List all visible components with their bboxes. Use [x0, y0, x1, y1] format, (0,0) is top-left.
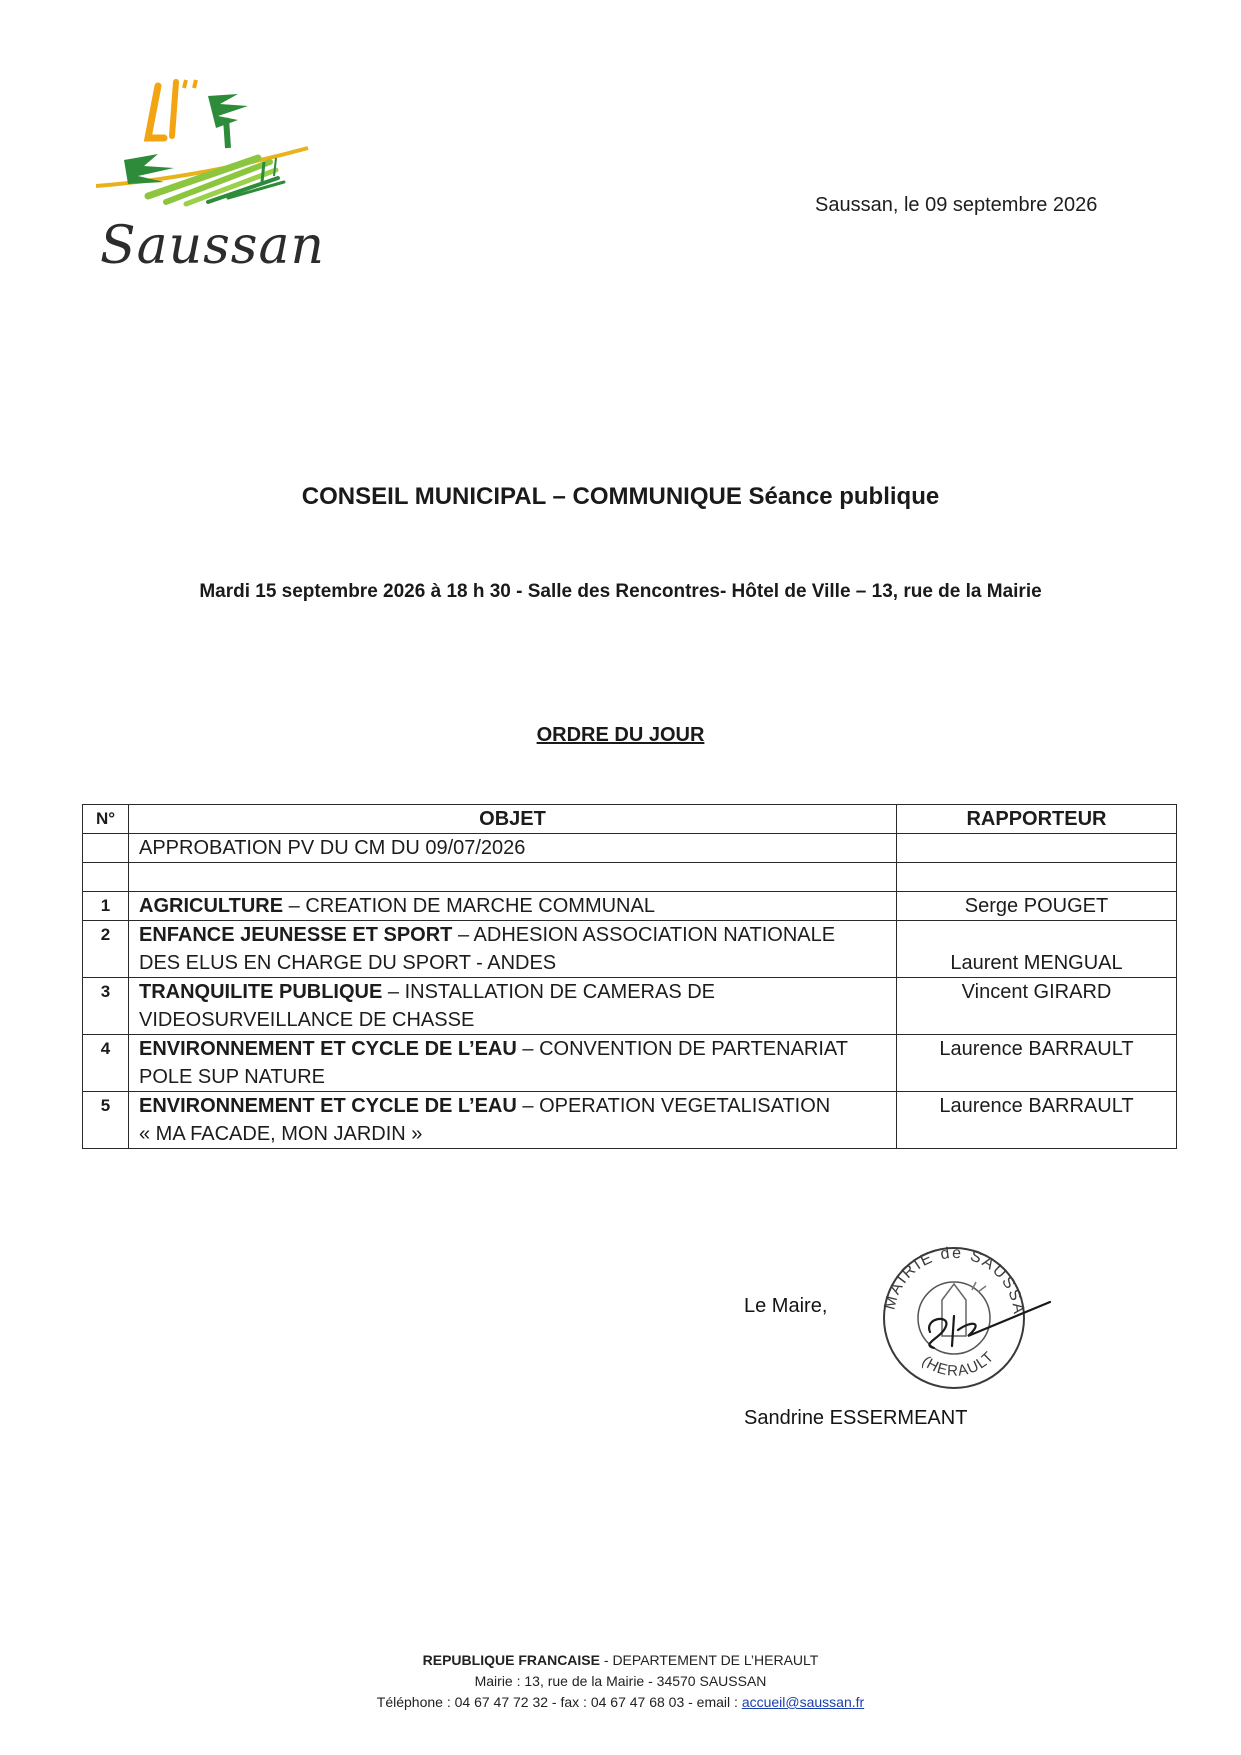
- logo-graphic: [88, 78, 348, 228]
- table-header-row: [83, 805, 1177, 834]
- cell-num: 4: [83, 1035, 129, 1092]
- cell-rapporteur: Vincent GIRARD: [897, 978, 1177, 1035]
- footer-line-1: [0, 1650, 1241, 1671]
- seal-bottom-text: (HERAULT: [918, 1348, 998, 1380]
- logo-wordmark: Saussan: [100, 216, 325, 276]
- cell-objet: [129, 1035, 897, 1092]
- table-row-approval: [83, 834, 1177, 863]
- table-row: [83, 978, 1177, 1035]
- cell-num: 2: [83, 921, 129, 978]
- item-text-continued: DES ELUS EN CHARGE DU SPORT - ANDES: [139, 952, 557, 974]
- header-objet: OBJET: [129, 805, 897, 834]
- item-separator: –: [452, 924, 474, 946]
- saussan-logo: [88, 78, 348, 288]
- agenda-heading: ORDRE DU JOUR: [536, 724, 705, 746]
- item-text-continued: VIDEOSURVEILLANCE DE CHASSE: [139, 1009, 475, 1031]
- signature-label: Le Maire,: [744, 1295, 828, 1317]
- item-separator: –: [516, 1038, 540, 1060]
- header-num: N°: [83, 805, 129, 834]
- table-row: [83, 1035, 1177, 1092]
- seal-stamp-graphic: [854, 1240, 1074, 1390]
- date-line: Saussan, le 09 septembre 2026: [815, 194, 1098, 216]
- cell-num: 5: [83, 1092, 129, 1149]
- footer-republic: REPUBLIQUE FRANCAISE: [422, 1652, 600, 1668]
- item-text: ADHESION ASSOCIATION NATIONALE: [473, 924, 836, 946]
- cell-rapporteur: Laurent MENGUAL: [897, 921, 1177, 978]
- item-separator: –: [516, 1095, 540, 1117]
- cell-num: [83, 834, 129, 863]
- cell-num: 3: [83, 978, 129, 1035]
- table-row: [83, 921, 1177, 978]
- footer-phone-fax: Téléphone : 04 67 47 72 32 - fax : 04 67 47 68 03 - email :: [376, 1694, 742, 1710]
- item-text: CREATION DE MARCHE COMMUNAL: [305, 895, 655, 917]
- footer-address: Mairie : 13, rue de la Mairie - 34570 SAUSSAN: [474, 1673, 767, 1689]
- item-theme: ENVIRONNEMENT ET CYCLE DE L’EAU: [139, 1095, 517, 1117]
- header-rapporteur: RAPPORTEUR: [897, 805, 1177, 834]
- item-theme: TRANQUILITE PUBLIQUE: [139, 981, 383, 1003]
- item-text: INSTALLATION DE CAMERAS DE: [404, 981, 716, 1003]
- item-theme: AGRICULTURE: [139, 895, 284, 917]
- page-footer: [0, 1650, 1241, 1713]
- agenda-table: [82, 804, 1177, 1149]
- cell-objet: [129, 863, 897, 892]
- item-theme: ENFANCE JEUNESSE ET SPORT: [139, 924, 453, 946]
- cell-objet: APPROBATION PV DU CM DU 09/07/2026: [129, 834, 897, 863]
- cell-num: [83, 863, 129, 892]
- mairie-seal: [854, 1240, 1074, 1390]
- cell-objet: [129, 1092, 897, 1149]
- table-row: [83, 892, 1177, 921]
- item-text: CONVENTION DE PARTENARIAT: [539, 1038, 848, 1060]
- svg-text:MAIRIE de SAUSSAN: [854, 1240, 1027, 1317]
- cell-num: 1: [83, 892, 129, 921]
- cell-rapporteur: [897, 834, 1177, 863]
- page-title: CONSEIL MUNICIPAL – COMMUNIQUE Séance publique: [301, 483, 940, 510]
- footer-contact: [0, 1692, 1241, 1713]
- item-text: OPERATION VEGETALISATION: [539, 1095, 831, 1117]
- item-separator: –: [382, 981, 405, 1003]
- cell-rapporteur: Laurence BARRAULT: [897, 1092, 1177, 1149]
- table-row: [83, 1092, 1177, 1149]
- item-separator: –: [283, 895, 306, 917]
- cell-rapporteur: Serge POUGET: [897, 892, 1177, 921]
- cell-objet: [129, 978, 897, 1035]
- footer-department: - DEPARTEMENT DE L’HERAULT: [600, 1652, 819, 1668]
- seal-top-text: MAIRIE de SAUSSA: [881, 1244, 1028, 1317]
- session-details: Mardi 15 septembre 2026 à 18 h 30 - Salle des Rencontres- Hôtel de Ville – 13, rue de la Mairie: [199, 581, 1042, 602]
- item-theme: ENVIRONNEMENT ET CYCLE DE L’EAU: [139, 1038, 517, 1060]
- mayor-name: Sandrine ESSERMEANT: [744, 1407, 968, 1429]
- cell-rapporteur: Laurence BARRAULT: [897, 1035, 1177, 1092]
- table-row-blank: [83, 863, 1177, 892]
- cell-objet: [129, 892, 897, 921]
- cell-objet: [129, 921, 897, 978]
- item-text-continued: « MA FACADE, MON JARDIN »: [139, 1123, 423, 1145]
- cell-rapporteur: [897, 863, 1177, 892]
- email-link[interactable]: accueil@saussan.fr: [741, 1694, 865, 1710]
- item-text-continued: POLE SUP NATURE: [139, 1066, 325, 1088]
